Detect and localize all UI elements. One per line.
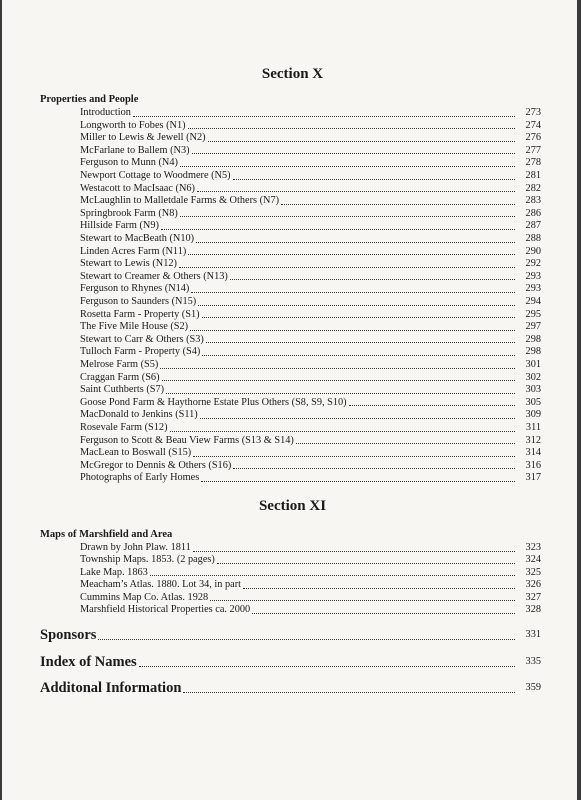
toc-entry-title: MacLean to Boswall (S15): [80, 447, 192, 459]
dot-leader: [230, 279, 515, 280]
toc-entry: [80, 447, 541, 460]
toc-entry-title: Newport Cottage to Woodmere (N5): [80, 170, 231, 181]
toc-entry-page: 287: [525, 220, 541, 232]
toc-entry-page: 294: [525, 296, 541, 307]
toc-entry-page: 335: [525, 655, 541, 667]
dot-leader: [281, 204, 515, 205]
dot-leader: [200, 418, 515, 419]
toc-entry-page: 312: [525, 434, 541, 446]
dot-leader: [161, 229, 515, 230]
toc-entry-title: Longworth to Fobes (N1): [80, 119, 186, 131]
toc-entry-title: MacDonald to Jenkins (S11): [80, 409, 198, 421]
toc-entry-title: Marshfield Historical Properties ca. 2000: [80, 604, 251, 615]
toc-entry: [80, 132, 541, 145]
toc-entry-page: 311: [525, 422, 541, 433]
toc-entry: [80, 542, 541, 555]
dot-leader: [210, 600, 515, 601]
toc-entry-page: 326: [525, 579, 541, 591]
toc-entry: [80, 372, 541, 385]
toc-entry: [80, 195, 541, 208]
toc-entry-page: 281: [525, 170, 541, 181]
dot-leader: [166, 393, 515, 394]
dot-leader: [139, 666, 515, 667]
toc-entry: [40, 653, 541, 671]
toc-entry-page: 305: [525, 396, 541, 408]
dot-leader: [190, 330, 515, 331]
toc-entry-page: 276: [525, 132, 541, 144]
dot-leader: [183, 692, 515, 693]
dot-leader: [206, 342, 515, 343]
dot-leader: [233, 468, 515, 469]
toc-entry-page: 290: [525, 245, 541, 257]
toc-entry: [80, 579, 541, 592]
toc-entry-title: Meacham’s Atlas. 1880. Lot 34, in part: [80, 579, 242, 591]
dot-leader: [193, 551, 515, 552]
toc-entry: [80, 334, 541, 347]
toc-entry-title: Rosetta Farm - Property (S1): [80, 308, 200, 320]
toc-entry-title: Linden Acres Farm (N11): [80, 245, 187, 257]
section-xi-heading: Section XI: [258, 498, 327, 514]
toc-entry: [80, 233, 541, 246]
toc-entry: [80, 554, 541, 567]
properties-and-people-heading: Properties and People: [40, 94, 139, 105]
toc-entry-page: 359: [525, 682, 541, 693]
toc-entry: [40, 626, 541, 644]
toc-entry-page: 324: [525, 554, 541, 566]
toc-entry-title: McGregor to Dennis & Others (S16): [80, 459, 232, 471]
toc-entry-title: Melrose Farm (S5): [80, 359, 159, 370]
toc-entry-page: 316: [525, 459, 541, 471]
toc-entry-page: 298: [525, 333, 541, 345]
toc-entry: [80, 435, 541, 448]
dot-leader: [98, 639, 515, 640]
toc-entry: [80, 567, 541, 580]
dot-leader: [198, 305, 515, 306]
dot-leader: [193, 456, 515, 457]
toc-entry-page: 292: [525, 258, 541, 270]
dot-leader: [160, 368, 515, 369]
toc-entry: [80, 258, 541, 271]
dot-leader: [349, 405, 515, 406]
toc-entry-title: Goose Pond Farm & Haythorne Estate Plus Others (S8, S9, S10): [80, 396, 347, 408]
dot-leader: [188, 128, 515, 129]
dot-leader: [202, 355, 515, 356]
toc-entry: [80, 157, 541, 170]
toc-entry-title: Stewart to Creamer & Others (N13): [80, 270, 228, 282]
dot-leader: [296, 443, 515, 444]
toc-entry-title: Photographs of Early Homes: [80, 472, 200, 484]
toc-entry-page: 325: [525, 566, 541, 578]
dot-leader: [192, 153, 515, 154]
toc-entry-title: Ferguson to Munn (N4): [80, 157, 178, 169]
dot-leader: [179, 267, 515, 268]
toc-entry-title: Index of Names: [40, 653, 137, 670]
maps-heading: Maps of Marshfield and Area: [40, 529, 173, 540]
toc-entry: [80, 246, 541, 259]
toc-entry-title: Craggan Farm (S6): [80, 371, 160, 383]
toc-entry-page: 314: [525, 447, 541, 459]
dot-leader: [170, 431, 515, 432]
toc-entry-title: Stewart to Lewis (N12): [80, 258, 177, 270]
toc-entry-page: 303: [525, 384, 541, 396]
toc-entry-page: 277: [525, 144, 541, 156]
toc-entry-page: 293: [525, 270, 541, 282]
toc-entry: [80, 296, 541, 309]
dot-leader: [208, 141, 515, 142]
toc-entry-title: Cummins Map Co. Atlas. 1928: [80, 591, 209, 603]
toc-entry-title: Introduction: [80, 107, 131, 118]
toc-entry-title: Ferguson to Saunders (N15): [80, 296, 197, 307]
toc-entry: [80, 359, 541, 372]
dot-leader: [217, 563, 515, 564]
toc-entry: [80, 183, 541, 196]
toc-entry: [80, 604, 541, 617]
toc-entry-title: Additonal Information: [40, 680, 182, 696]
section-x-heading: Section X: [261, 66, 324, 82]
toc-entry-page: 317: [525, 472, 541, 484]
toc-entry: [80, 422, 541, 435]
dot-leader: [201, 481, 515, 482]
toc-entry: [80, 170, 541, 183]
contents-page: [2, 0, 577, 800]
toc-entry: [80, 460, 541, 473]
toc-entry-page: 295: [525, 308, 541, 320]
toc-entry-page: 288: [525, 233, 541, 244]
toc-entry: [80, 107, 541, 120]
toc-entry-title: Township Maps. 1853. (2 pages): [80, 554, 215, 566]
dot-leader: [191, 292, 515, 293]
toc-entry-title: Ferguson to Rhynes (N14): [80, 283, 190, 295]
dot-leader: [150, 575, 515, 576]
toc-entry: [80, 145, 541, 158]
dot-leader: [180, 166, 515, 167]
toc-entry-page: 293: [525, 283, 541, 295]
toc-entry-page: 273: [525, 107, 541, 118]
toc-entry: [80, 283, 541, 296]
toc-entry-page: 323: [525, 542, 541, 553]
toc-entry: [80, 220, 541, 233]
toc-entry-page: 297: [525, 321, 541, 333]
toc-entry-title: Rosevale Farm (S12): [80, 422, 168, 433]
toc-entry-page: 302: [525, 371, 541, 383]
toc-entry-title: Drawn by John Plaw. 1811: [80, 542, 191, 553]
toc-entry-title: Miller to Lewis & Jewell (N2): [80, 132, 206, 144]
dot-leader: [162, 380, 516, 381]
toc-entry-title: Sponsors: [40, 627, 97, 643]
toc-entry-title: Hillside Farm (N9): [80, 220, 159, 232]
toc-entry-page: 327: [525, 591, 541, 603]
toc-entry: [80, 397, 541, 410]
dot-leader: [180, 216, 515, 217]
toc-entry: [40, 679, 541, 697]
toc-entry-page: 282: [525, 182, 541, 194]
toc-entry-page: 309: [525, 409, 541, 421]
toc-entry: [80, 592, 541, 605]
toc-entry-title: Westacott to MacIsaac (N6): [80, 182, 195, 194]
toc-entry-page: 274: [525, 119, 541, 131]
toc-entry: [80, 120, 541, 133]
toc-entry-page: 283: [525, 195, 541, 207]
dot-leader: [233, 179, 515, 180]
dot-leader: [196, 242, 515, 243]
toc-entry-page: 298: [525, 346, 541, 358]
toc-entry-title: Stewart to Carr & Others (S3): [80, 333, 204, 345]
toc-entry-title: Ferguson to Scott & Beau View Farms (S13 & S14): [80, 434, 294, 446]
toc-entry-title: Tulloch Farm - Property (S4): [80, 346, 201, 358]
toc-entry-title: Stewart to MacBeath (N10): [80, 233, 195, 244]
toc-entry-page: 286: [525, 207, 541, 219]
toc-entry-page: 328: [525, 604, 541, 615]
toc-entry: [80, 309, 541, 322]
toc-entry: [80, 384, 541, 397]
toc-entry-page: 278: [525, 157, 541, 169]
toc-entry-title: Saint Cuthberts (S7): [80, 384, 165, 396]
dot-leader: [188, 254, 515, 255]
dot-leader: [202, 317, 515, 318]
toc-entry: [80, 472, 541, 485]
toc-entry: [80, 271, 541, 284]
toc-entry-title: McFarlane to Ballem (N3): [80, 144, 190, 156]
toc-entry-title: Springbrook Farm (N8): [80, 207, 178, 219]
toc-entry-title: Lake Map. 1863: [80, 566, 148, 578]
dot-leader: [243, 588, 515, 589]
toc-entry-title: The Five Mile House (S2): [80, 321, 189, 333]
toc-entry: [80, 409, 541, 422]
toc-entry: [80, 346, 541, 359]
toc-entry-page: 331: [525, 629, 541, 640]
dot-leader: [252, 613, 515, 614]
toc-entry: [80, 208, 541, 221]
dot-leader: [197, 191, 515, 192]
toc-entry-title: McLaughlin to Malletdale Farms & Others (N7): [80, 195, 280, 207]
toc-entry: [80, 321, 541, 334]
dot-leader: [133, 116, 515, 117]
toc-entry-page: 301: [525, 359, 541, 370]
